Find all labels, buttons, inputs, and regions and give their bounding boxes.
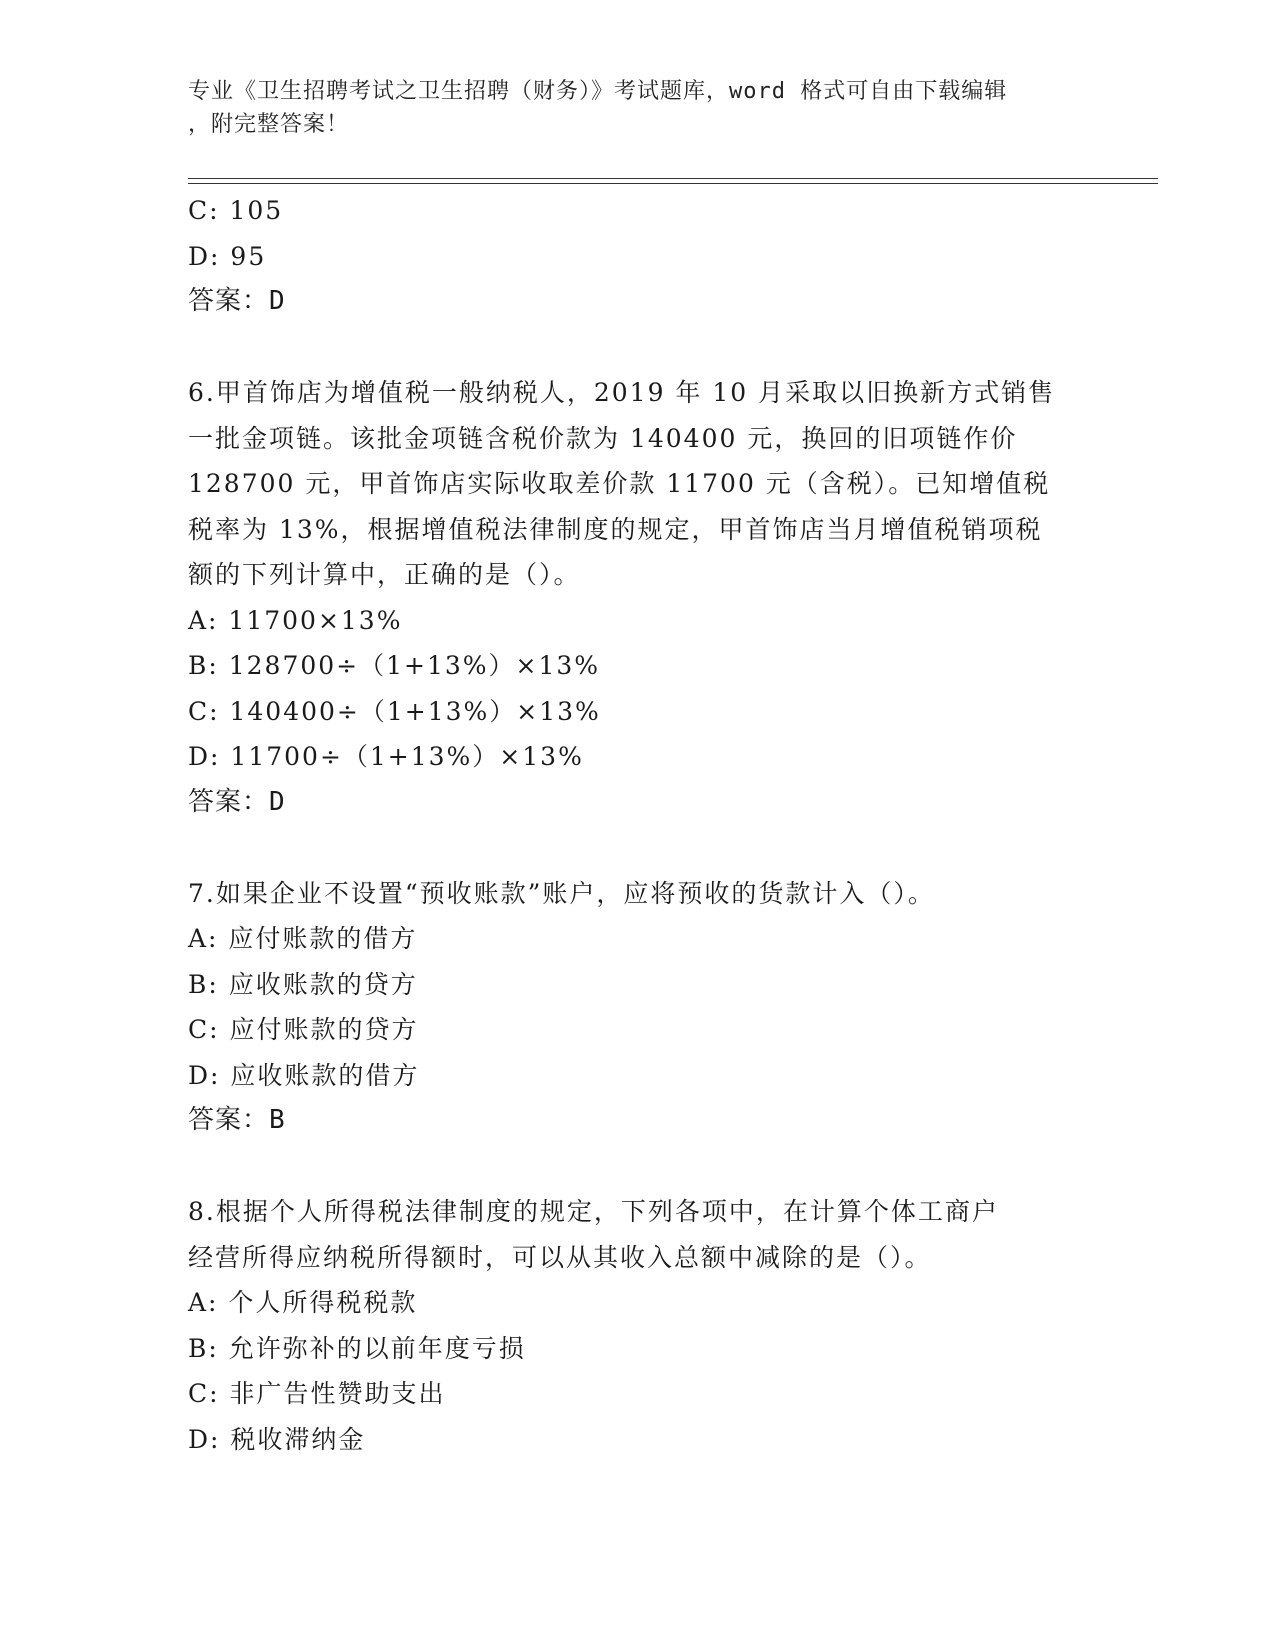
option-d: D: 11700÷（1+13%）×13% <box>188 742 584 771</box>
option-b: B: 应收账款的贷方 <box>188 969 418 999</box>
answer-line: 答案：D <box>188 786 286 817</box>
document-body <box>188 188 1088 1462</box>
document-header <box>188 75 1068 141</box>
header-divider-bottom <box>188 183 1158 184</box>
option-d: D: 应收账款的借方 <box>188 1060 420 1090</box>
question-stem-line: 8.根据个人所得税法律制度的规定，下列各项中，在计算个体工商户 <box>188 1197 999 1226</box>
header-line-2: ，附完整答案！ <box>188 112 350 137</box>
option-c: C: 非广告性赞助支出 <box>188 1379 446 1408</box>
spacer <box>188 825 1088 871</box>
option-c: C: 140400÷（1+13%）×13% <box>188 696 601 726</box>
spacer <box>188 325 1088 371</box>
question-8 <box>188 1189 1088 1462</box>
question-stem-line: 7.如果企业不设置“预收账款”账户，应将预收的货款计入（）。 <box>188 878 935 908</box>
question-stem-line: 128700 元，甲首饰店实际收取差价款 11700 元（含税）。已知增值税 <box>188 469 1051 498</box>
question-stem-line: 额的下列计算中，正确的是（）。 <box>188 560 581 589</box>
question-stem-line: 经营所得应纳税所得额时，可以从其收入总额中减除的是（）。 <box>188 1242 932 1272</box>
answer-line: 答案：D <box>188 286 286 316</box>
question-stem-line: 一批金项链。该批金项链含税价款为 140400 元，换回的旧项链作价 <box>188 423 1018 453</box>
option-d: D: 95 <box>188 241 267 271</box>
question-7 <box>188 871 1088 1144</box>
option-c: C: 应付账款的贷方 <box>188 1015 419 1044</box>
option-a: A: 应付账款的借方 <box>188 924 418 953</box>
question-stem-line: 6.甲首饰店为增值税一般纳税人，2019 年 10 月采取以旧换新方式销售 <box>188 378 1056 407</box>
spacer <box>188 1144 1088 1190</box>
header-divider-top <box>188 178 1158 179</box>
header-line-1: 专业《卫生招聘考试之卫生招聘（财务）》考试题库，word 格式可自由下载编辑 <box>188 79 1008 104</box>
option-b: B: 允许弥补的以前年度亏损 <box>188 1333 526 1363</box>
option-b: B: 128700÷（1+13%）×13% <box>188 651 601 680</box>
question-6 <box>188 370 1088 825</box>
answer-line: 答案：B <box>188 1105 286 1135</box>
option-d: D: 税收滞纳金 <box>188 1424 366 1454</box>
question-5-tail <box>188 188 1088 325</box>
question-stem-line: 税率为 13%，根据增值税法律制度的规定，甲首饰店当月增值税销项税 <box>188 514 1043 544</box>
option-c: C: 105 <box>188 196 284 225</box>
option-a: A: 个人所得税税款 <box>188 1288 418 1317</box>
option-a: A: 11700×13% <box>188 605 403 635</box>
